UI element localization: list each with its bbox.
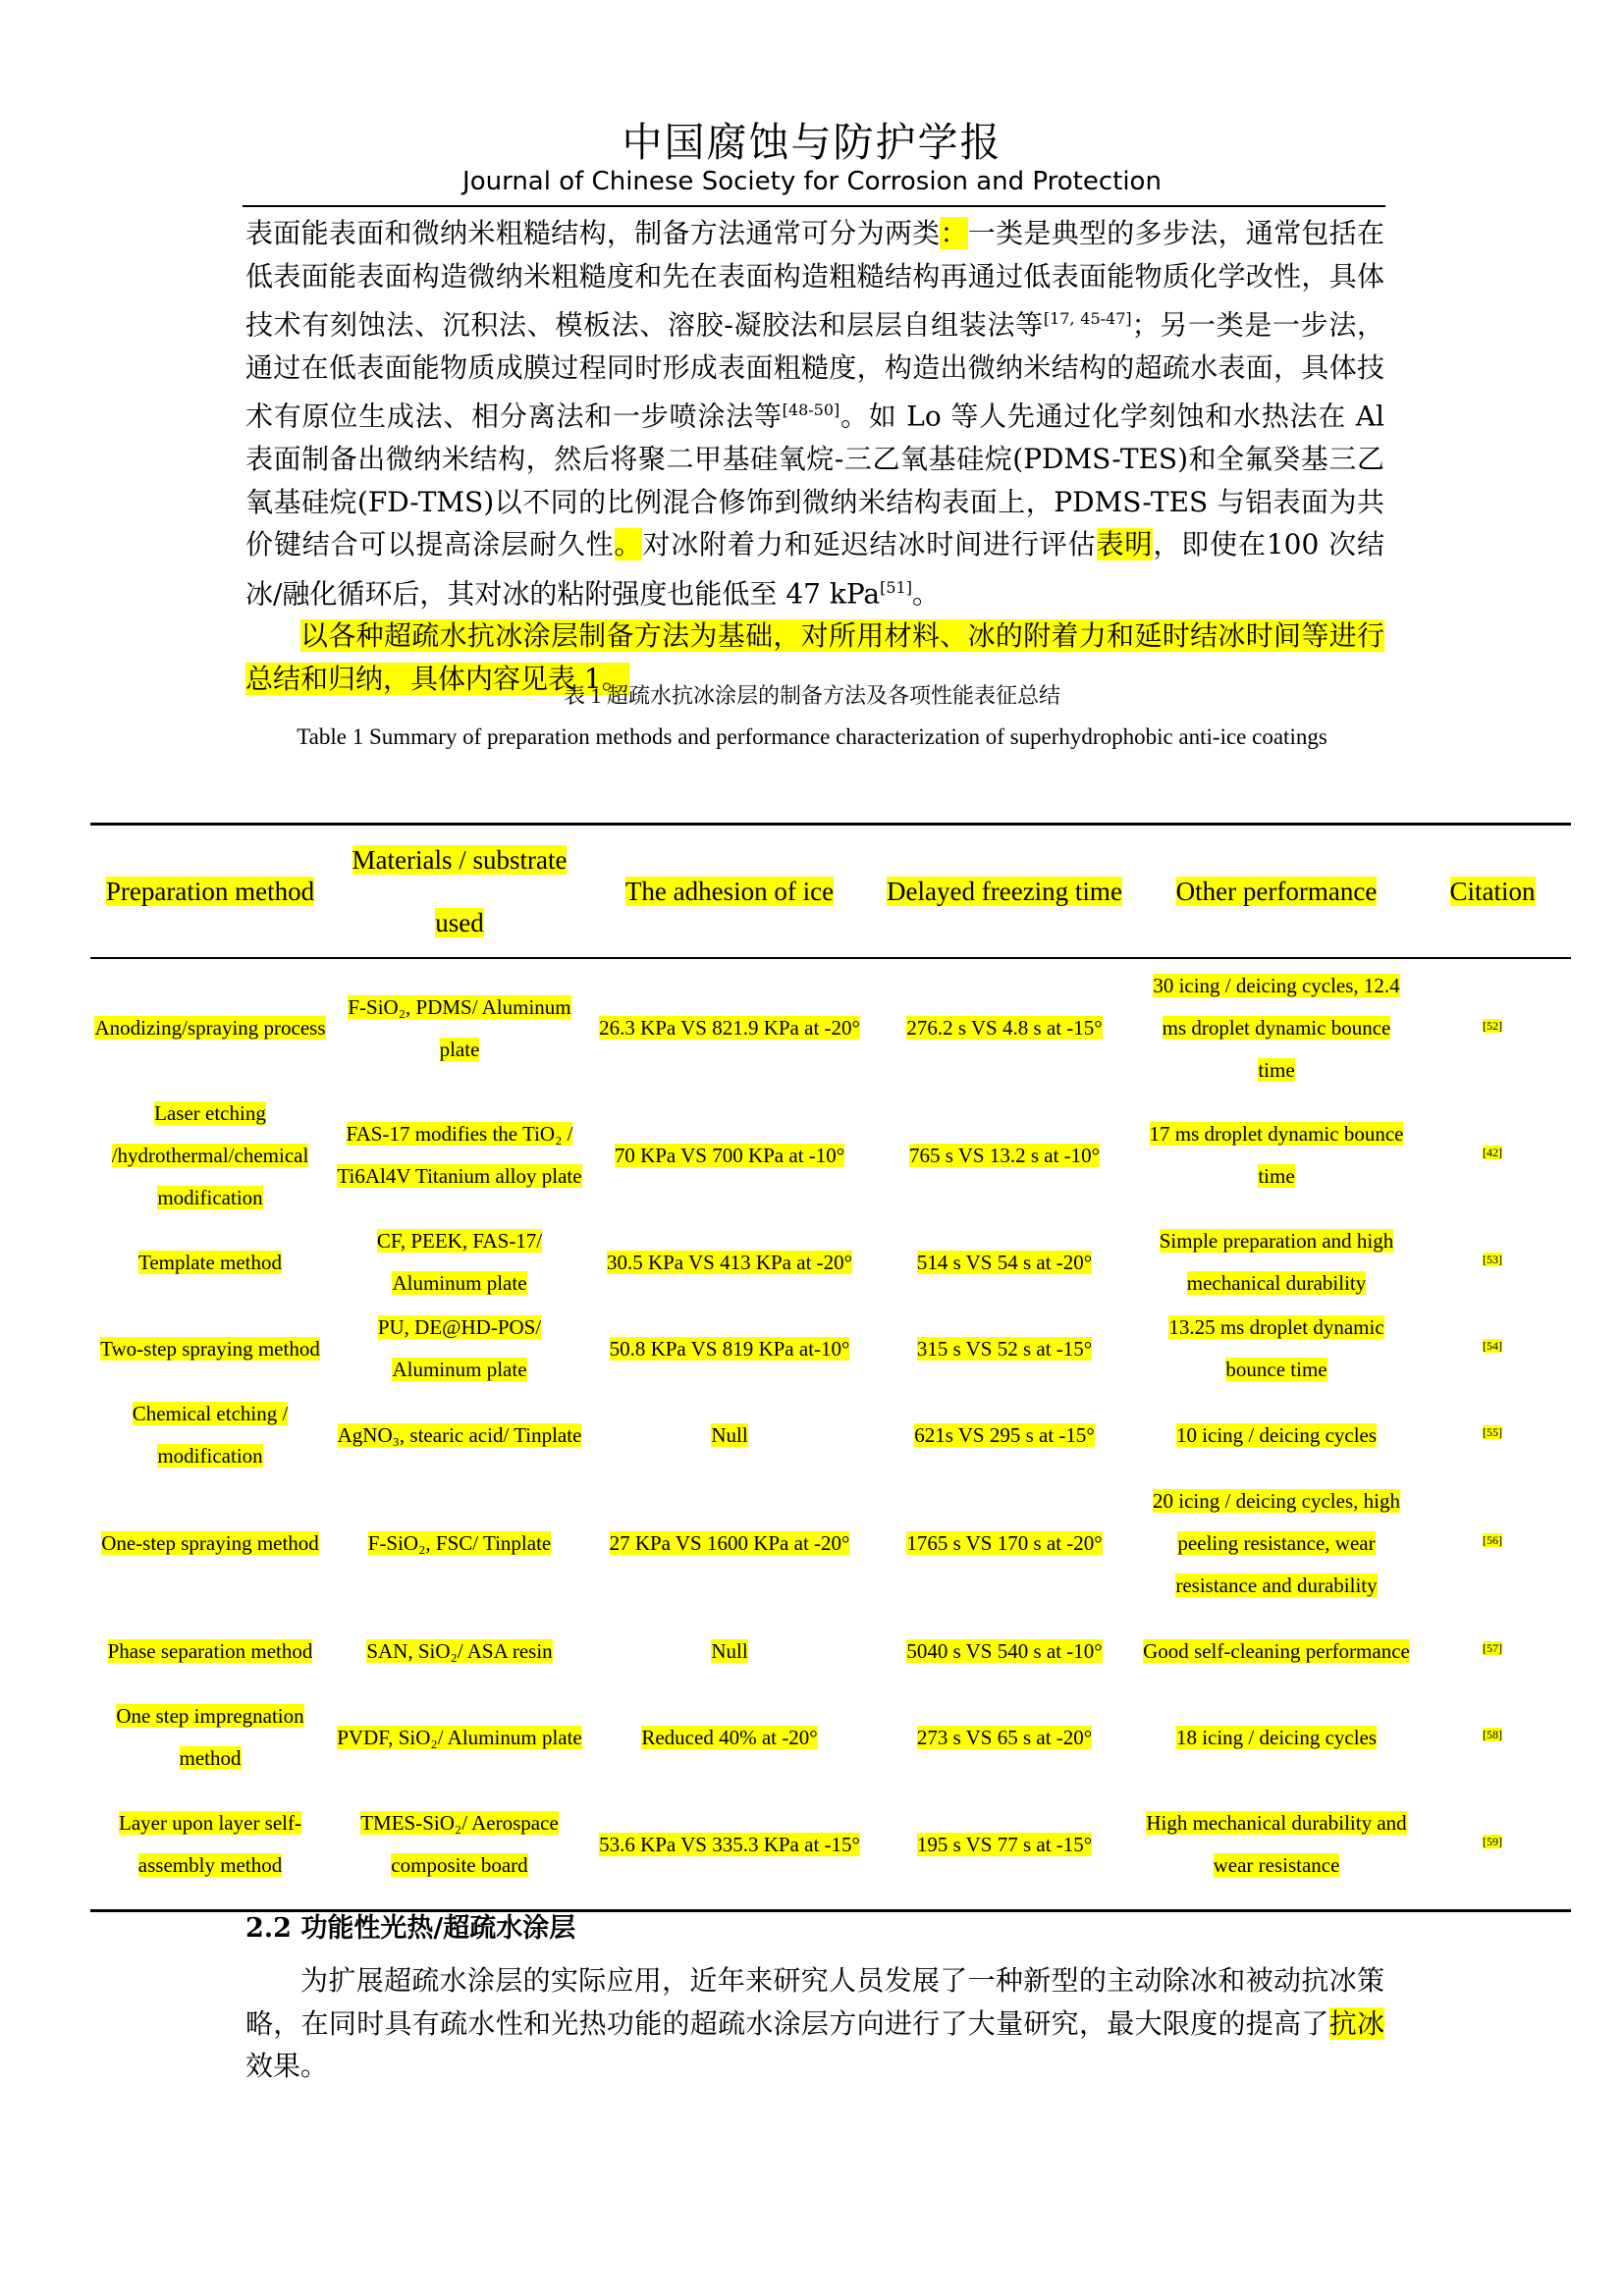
cell-materials: SAN, SiO₂/ ASA resin [366, 1638, 553, 1663]
cell-materials: PU, DE@HD-POS/ Aluminum plate [377, 1315, 542, 1381]
cell-method: One step impregnation method [116, 1704, 304, 1770]
cell-freezing: 1765 s VS 170 s at -20° [906, 1530, 1103, 1555]
cell-other: 10 icing / deicing cycles [1175, 1422, 1378, 1447]
table-row [90, 1781, 1571, 1910]
header-cell: Materials / substrate used [330, 825, 589, 959]
table-row [90, 958, 1571, 1092]
cell-other: 30 icing / deicing cycles, 12.4 ms droplet dynamic bounce time [1153, 974, 1400, 1082]
cell-adhesion: 53.6 KPa VS 335.3 KPa at -15° [589, 1781, 870, 1910]
cell-adhesion: 30.5 KPa VS 413 KPa at -20° [606, 1250, 853, 1274]
cell-method: Template method [137, 1250, 283, 1274]
cell-materials: AgNO₃, stearic acid/ Tinplate [337, 1422, 582, 1447]
cell-other: 18 icing / deicing cycles [1175, 1725, 1378, 1749]
cell-citation: [57] [1483, 1641, 1502, 1655]
citation-ref: [17, 45-47] [1043, 309, 1132, 328]
cell-adhesion: 70 KPa VS 700 KPa at -10° [614, 1143, 845, 1167]
cell-other: Good self-cleaning performance [1143, 1638, 1410, 1663]
cell-citation: [59] [1414, 1781, 1571, 1910]
cell-citation: [55] [1483, 1425, 1502, 1439]
cell-materials: FAS-17 modifies the TiO₂ / Ti6Al4V Titanium alloy plate [337, 1122, 582, 1188]
table-row [90, 1219, 1571, 1306]
journal-title-en: Journal of Chinese Society for Corrosion and Protection [462, 167, 1162, 196]
header-cell: Delayed freezing time [870, 825, 1139, 959]
cell-adhesion: 26.3 KPa VS 821.9 KPa at -20° [599, 1016, 860, 1040]
section-heading: 2.2 功能性光热/超疏水涂层 [245, 1913, 576, 1944]
cell-citation: [42] [1483, 1146, 1502, 1159]
cell-freezing: 315 s VS 52 s at -15° [916, 1336, 1093, 1361]
cell-adhesion: 50.8 KPa VS 819 KPa at-10° [609, 1336, 850, 1361]
cell-freezing: 765 s VS 13.2 s at -10° [908, 1143, 1101, 1167]
cell-adhesion: Reduced 40% at -20° [641, 1725, 818, 1749]
cell-other: High mechanical durability and wear resistance [1139, 1781, 1414, 1910]
cell-other: Simple preparation and high mechanical durability [1159, 1229, 1394, 1295]
citation-ref: [48-50] [782, 400, 840, 420]
table-row [90, 1092, 1571, 1219]
cell-method: Two-step spraying method [100, 1336, 320, 1361]
section-paragraph: 为扩展超疏水涂层的实际应用，近年来研究人员发展了一种新型的主动除冰和被动抗冰策略，在同时具有疏水性和光热功能的超疏水涂层方向进行了大量研究，最大限度的提高了抗冰效果。 [245, 1964, 1384, 2082]
table-row [90, 1694, 1571, 1781]
cell-materials: TMES-SiO₂/ Aerospace composite board [330, 1781, 589, 1910]
cell-citation: [56] [1483, 1533, 1502, 1547]
table-caption-en: Table 1 Summary of preparation methods and performance characterization of superhydrophobic anti-ice coatings [297, 724, 1327, 749]
cell-materials: F-SiO₂, FSC/ Tinplate [367, 1530, 552, 1555]
body-paragraphs [245, 212, 1384, 700]
table-row [90, 1608, 1571, 1694]
cell-materials: CF, PEEK, FAS-17/ Aluminum plate [376, 1229, 543, 1295]
cell-citation: [52] [1483, 1018, 1502, 1033]
table-1 [90, 823, 1571, 1912]
cell-method: Phase separation method [107, 1638, 313, 1663]
cell-method: Anodizing/spraying process [94, 1016, 326, 1040]
cell-method: Chemical etching / modification [132, 1402, 289, 1468]
cell-citation: [54] [1483, 1339, 1502, 1353]
cell-freezing: 276.2 s VS 4.8 s at -15° [906, 1016, 1103, 1040]
summary-table [90, 823, 1571, 1912]
cell-freezing: 5040 s VS 540 s at -10° [906, 1638, 1103, 1663]
cell-other: 20 icing / deicing cycles, high peeling resistance, wear resistance and durability [1153, 1488, 1400, 1597]
table-row [90, 1306, 1571, 1392]
table-row [90, 1478, 1571, 1608]
cell-other: 13.25 ms droplet dynamic bounce time [1168, 1315, 1384, 1381]
table-row [90, 1392, 1571, 1478]
cell-freezing: 514 s VS 54 s at -20° [916, 1250, 1093, 1274]
paragraph-2: 以各种超疏水抗冰涂层制备方法为基础，对所用材料、冰的附着力和延时结冰时间等进行总结和归纳，具体内容见表 1。 [245, 619, 1384, 695]
cell-method: Laser etching /hydrothermal/chemical modification [111, 1100, 309, 1209]
header-cell: Other performance [1139, 825, 1414, 959]
table-caption-cn: 表 1 超疏水抗冰涂层的制备方法及各项性能表征总结 [563, 683, 1060, 708]
header-cell: Preparation method [90, 825, 330, 959]
cell-other: 17 ms droplet dynamic bounce time [1149, 1122, 1404, 1188]
cell-materials: PVDF, SiO₂/ Aluminum plate [337, 1725, 582, 1749]
cell-adhesion: 27 KPa VS 1600 KPa at -20° [609, 1530, 850, 1555]
table-header-row [90, 825, 1571, 959]
journal-title-cn: 中国腐蚀与防护学报 [622, 119, 1002, 166]
header-cell: Citation [1414, 825, 1571, 959]
cell-freezing: 273 s VS 65 s at -20° [916, 1725, 1093, 1749]
paragraph-1: 表面能表面和微纳米粗糙结构，制备方法通常可分为两类：一类是典型的多步法，通常包括在低表面能表面构造微纳米粗糙度和先在表面构造粗糙结构再通过低表面能物质化学改性，具体技术有刻蚀法、沉积法、模板法、溶胶-凝胶法和层层自组装法等[17, 45-47]；另一类是一步法，通过在低表面能物质成膜过程同时形成表面粗糙度，构造出微纳米结构的超疏水表面，具体技术有原位生成法、相分离法和一步喷涂法等[48-50]。如 Lo 等人先通过化学刻蚀和水热法在 Al 表面制备出微纳米结构，然后将聚二甲基硅氧烷-三乙氧基硅烷(PDMS-TES)和全氟癸基三乙氧基硅烷(FD-TMS)以不同的比例混合修饰到微纳米结构表面上，PDMS-TES 与铝表面为共价键结合可以提高涂层耐久性。对冰附着力和延迟结冰时间进行评估表明，即使在100 次结冰/融化循环后，其对冰的粘附强度也能低至 47 kPa[51]。 [245, 217, 1384, 610]
cell-citation: [58] [1483, 1728, 1502, 1741]
header-cell: The adhesion of ice [589, 825, 870, 959]
cell-adhesion: Null [711, 1422, 748, 1447]
citation-ref: [51] [880, 577, 912, 597]
cell-method: One-step spraying method [101, 1530, 319, 1555]
cell-materials: F-SiO₂, PDMS/ Aluminum plate [348, 994, 571, 1061]
cell-method: Layer upon layer self-assembly method [90, 1781, 330, 1910]
cell-citation: [53] [1483, 1253, 1502, 1266]
cell-adhesion: Null [711, 1638, 748, 1663]
cell-freezing: 621s VS 295 s at -15° [914, 1422, 1095, 1447]
cell-freezing: 195 s VS 77 s at -15° [870, 1781, 1139, 1910]
header-rule [243, 205, 1385, 207]
